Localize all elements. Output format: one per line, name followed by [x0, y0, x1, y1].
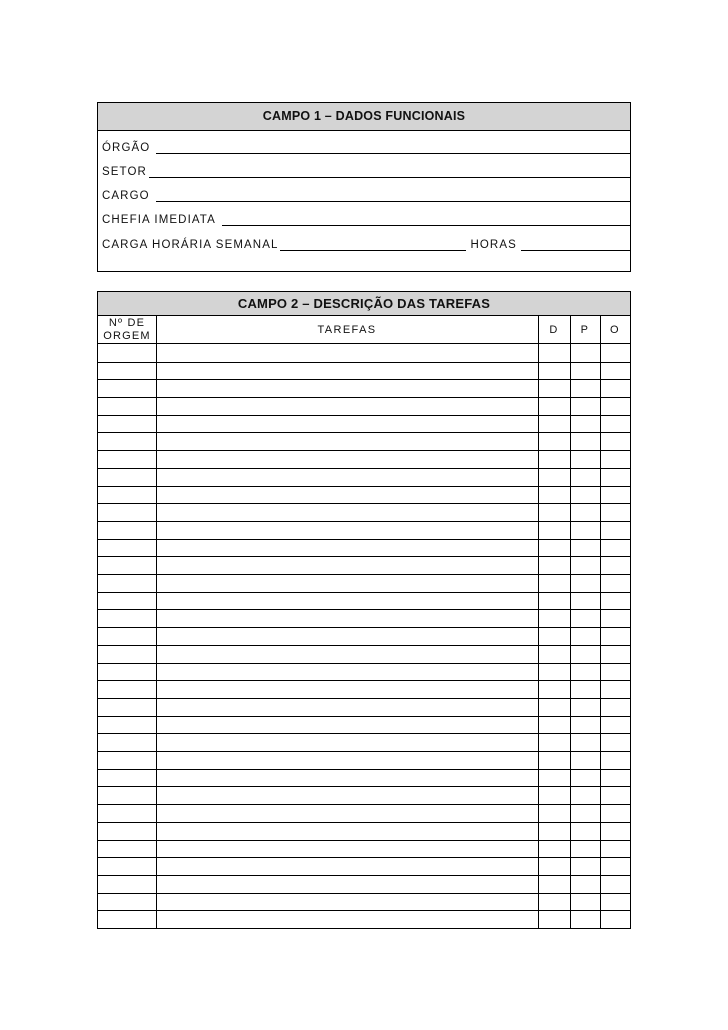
horas-label: HORAS: [470, 239, 517, 251]
table-row[interactable]: [98, 468, 630, 469]
table-row[interactable]: [98, 857, 630, 858]
col-header-p: P: [570, 316, 600, 344]
table-row[interactable]: [98, 627, 630, 628]
table-row[interactable]: [98, 503, 630, 504]
setor-field[interactable]: [102, 164, 630, 180]
col-header-tarefas: TAREFAS: [156, 316, 538, 344]
table-row[interactable]: [98, 680, 630, 681]
chefia-input-line[interactable]: [222, 212, 630, 226]
carga-label: CARGA HORÁRIA SEMANAL: [102, 239, 279, 251]
orgao-label: ÓRGÃO: [102, 142, 151, 154]
table-row[interactable]: [98, 379, 630, 380]
chefia-label: CHEFIA IMEDIATA: [102, 214, 216, 226]
table-row[interactable]: [98, 609, 630, 610]
col-header-d: D: [538, 316, 570, 344]
campo2-title: CAMPO 2 – DESCRIÇÃO DAS TAREFAS: [98, 292, 630, 316]
table-row[interactable]: [98, 592, 630, 593]
tasks-table: [98, 316, 630, 928]
table-row[interactable]: [98, 556, 630, 557]
col-header-o: O: [600, 316, 630, 344]
col-header-ordem-line2: ORGEM: [103, 329, 151, 342]
table-row[interactable]: [98, 786, 630, 787]
cargo-label: CARGO: [102, 190, 150, 202]
cargo-field[interactable]: [102, 188, 630, 204]
table-row[interactable]: [98, 663, 630, 664]
horas-input-line[interactable]: [521, 237, 630, 251]
table-row[interactable]: [98, 645, 630, 646]
chefia-field[interactable]: [102, 212, 630, 228]
table-row[interactable]: [98, 574, 630, 575]
campo1-title: CAMPO 1 – DADOS FUNCIONAIS: [98, 103, 630, 131]
table-row[interactable]: [98, 769, 630, 770]
cargo-input-line[interactable]: [156, 188, 630, 202]
table-row[interactable]: [98, 875, 630, 876]
table-row[interactable]: [98, 397, 630, 398]
table-row[interactable]: [98, 893, 630, 894]
campo1-dados-funcionais: [97, 102, 631, 272]
table-row[interactable]: [98, 804, 630, 805]
table-row[interactable]: [98, 716, 630, 717]
col-divider-tarefas: [538, 316, 539, 928]
table-row[interactable]: [98, 415, 630, 416]
setor-input-line[interactable]: [149, 164, 630, 178]
carga-field[interactable]: [102, 237, 630, 253]
table-row[interactable]: [98, 840, 630, 841]
table-row[interactable]: [98, 910, 630, 911]
orgao-input-line[interactable]: [156, 140, 630, 154]
setor-label: SETOR: [102, 166, 147, 178]
table-row[interactable]: [98, 539, 630, 540]
col-header-ordem: [98, 316, 156, 344]
table-row[interactable]: [98, 698, 630, 699]
col-header-ordem-line1: Nº DE: [108, 316, 146, 329]
col-divider-d: [570, 316, 571, 928]
orgao-field[interactable]: [102, 140, 630, 156]
table-row[interactable]: [98, 362, 630, 363]
table-row[interactable]: [98, 432, 630, 433]
campo2-descricao-tarefas: [97, 291, 631, 929]
table-row[interactable]: [98, 822, 630, 823]
table-row[interactable]: [98, 751, 630, 752]
carga-input-line[interactable]: [280, 237, 466, 251]
table-row[interactable]: [98, 486, 630, 487]
col-divider-ordem: [156, 316, 157, 928]
table-row[interactable]: [98, 733, 630, 734]
table-row[interactable]: [98, 450, 630, 451]
col-divider-p: [600, 316, 601, 928]
table-row[interactable]: [98, 521, 630, 522]
